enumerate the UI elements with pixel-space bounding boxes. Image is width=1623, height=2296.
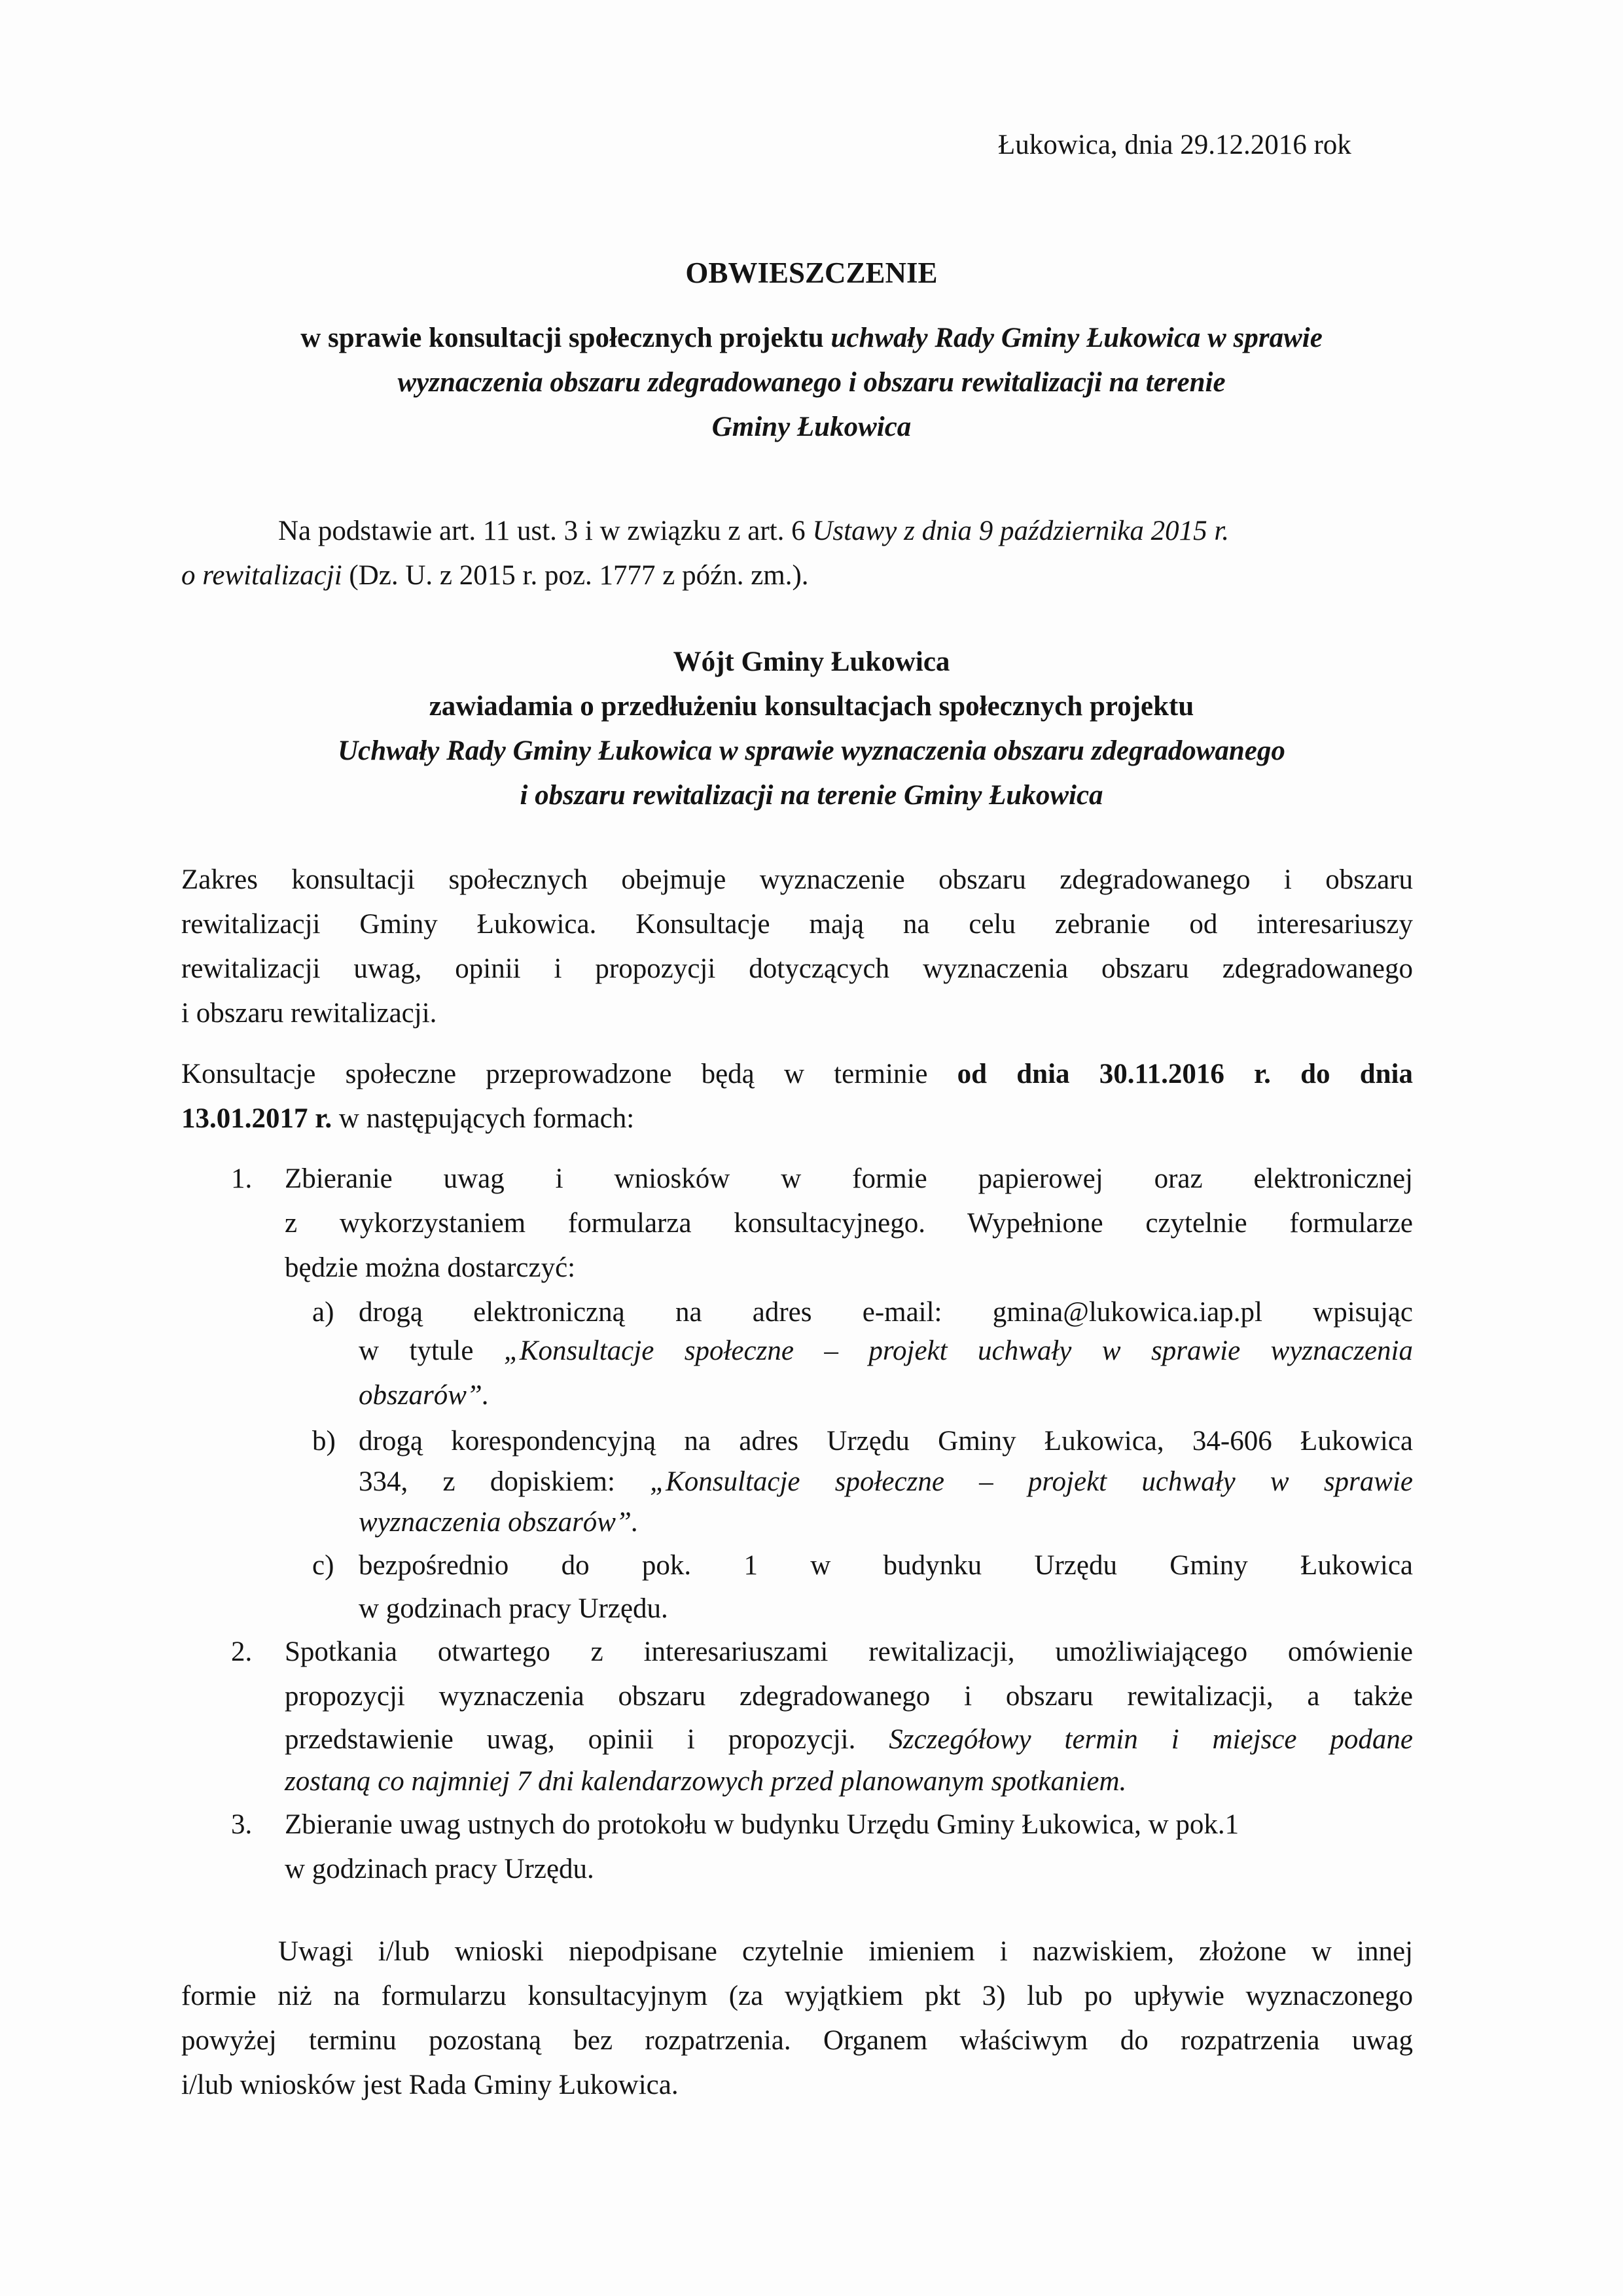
document-title: OBWIESZCZENIE bbox=[685, 256, 938, 289]
item-c-line-1: bezpośrednio do pok. 1 w budynku Urzędu Gminy Łukowica bbox=[359, 1550, 1413, 1581]
closing-line-3: powyżej terminu pozostaną bez rozpatrzenia. Organem właściwym do rozpatrzenia uwag bbox=[181, 2025, 1413, 2056]
item-a-title-text: „Konsultacje społeczne – projekt uchwały w sprawie wyznaczenia bbox=[503, 1335, 1413, 1366]
term-line-1 bbox=[181, 1053, 1413, 1095]
sublist-marker-c: c) bbox=[312, 1550, 334, 1581]
item-2-line-2: propozycji wyznaczenia obszaru zdegradowanego i obszaru rewitalizacji, a także bbox=[285, 1681, 1413, 1712]
term-end-date: 13.01.2017 r. bbox=[181, 1103, 332, 1134]
announce-line-2: zawiadamia o przedłużeniu konsultacjach społecznych projektu bbox=[429, 691, 1194, 722]
scope-line-4: i obszaru rewitalizacji. bbox=[181, 998, 437, 1029]
sublist-marker-a: a) bbox=[312, 1297, 334, 1328]
item-c-line-2: w godzinach pracy Urzędu. bbox=[359, 1593, 668, 1624]
legal-basis-act: Ustawy z dnia 9 października 2015 r. bbox=[812, 516, 1230, 546]
legal-basis-citation: (Dz. U. z 2015 r. poz. 1777 z późn. zm.). bbox=[342, 560, 809, 591]
legal-basis-text: Na podstawie art. 11 ust. 3 i w związku z art. 6 bbox=[278, 516, 813, 546]
item-1-line-2: z wykorzystaniem formularza konsultacyjnego. Wypełnione czytelnie formularze bbox=[285, 1208, 1413, 1239]
scope-line-3: rewitalizacji uwag, opinii i propozycji dotyczących wyznaczenia obszaru zdegradowanego bbox=[181, 953, 1413, 984]
item-b-address-number: 334, z dopiskiem: bbox=[359, 1466, 651, 1497]
term-text: Konsultacje społeczne przeprowadzone będą w terminie bbox=[181, 1059, 957, 1089]
item-a-line-1: drogą elektroniczną na adres e-mail: gmina@lukowica.iap.pl wpisując bbox=[359, 1297, 1413, 1328]
item-2-text: przedstawienie uwag, opinii i propozycji. bbox=[285, 1724, 889, 1755]
term-line-2 bbox=[181, 1098, 634, 1140]
item-b-line-3: wyznaczenia obszarów”. bbox=[359, 1507, 639, 1538]
item-3-line-1: Zbieranie uwag ustnych do protokołu w budynku Urzędu Gminy Łukowica, w pok.1 bbox=[285, 1809, 1240, 1840]
subject-bold-text: w sprawie konsultacji społecznych projektu bbox=[300, 323, 831, 353]
item-a-line-3: obszarów”. bbox=[359, 1380, 490, 1411]
list-marker-3: 3. bbox=[231, 1809, 253, 1840]
item-1-line-1: Zbieranie uwag i wniosków w formie papierowej oraz elektronicznej bbox=[285, 1163, 1413, 1194]
announce-line-3: Uchwały Rady Gminy Łukowica w sprawie wyznaczenia obszaru zdegradowanego bbox=[338, 735, 1285, 766]
place-date: Łukowica, dnia 29.12.2016 rok bbox=[998, 130, 1351, 160]
item-2-line-3 bbox=[285, 1719, 1413, 1761]
item-a-title-label: w tytule bbox=[359, 1335, 504, 1366]
subject-line-2: wyznaczenia obszaru zdegradowanego i obszaru rewitalizacji na terenie bbox=[397, 367, 1226, 398]
term-forms-text: w następujących formach: bbox=[332, 1103, 635, 1134]
item-3-line-2: w godzinach pracy Urzędu. bbox=[285, 1854, 594, 1884]
subject-line-3: Gminy Łukowica bbox=[711, 412, 912, 442]
term-date-range: od dnia 30.11.2016 r. do dnia bbox=[957, 1059, 1413, 1089]
item-1-line-3: będzie można dostarczyć: bbox=[285, 1252, 576, 1283]
closing-line-2: formie niż na formularzu konsultacyjnym (za wyjątkiem pkt 3) lub po upływie wyznaczonego bbox=[181, 1981, 1413, 2011]
list-marker-2: 2. bbox=[231, 1636, 253, 1667]
scope-line-1: Zakres konsultacji społecznych obejmuje wyznaczenie obszaru zdegradowanego i obszaru bbox=[181, 864, 1413, 895]
closing-line-4: i/lub wniosków jest Rada Gminy Łukowica. bbox=[181, 2070, 679, 2100]
subject-line-1 bbox=[0, 317, 1623, 359]
item-b-line-2 bbox=[359, 1461, 1413, 1503]
scope-line-2: rewitalizacji Gminy Łukowica. Konsultacje mają na celu zebranie od interesariuszy bbox=[181, 909, 1413, 940]
legal-basis-line-1 bbox=[278, 510, 1229, 552]
announce-line-4: i obszaru rewitalizacji na terenie Gminy Łukowica bbox=[520, 780, 1103, 811]
item-2-line-1: Spotkania otwartego z interesariuszami rewitalizacji, umożliwiającego omówienie bbox=[285, 1636, 1413, 1667]
item-a-line-2 bbox=[359, 1330, 1413, 1372]
subject-italic-text: uchwały Rady Gminy Łukowica w sprawie bbox=[830, 323, 1323, 353]
item-b-line-1: drogą korespondencyjną na adres Urzędu Gminy Łukowica, 34-606 Łukowica bbox=[359, 1426, 1413, 1457]
item-b-note-text: „Konsultacje społeczne – projekt uchwały w sprawie bbox=[650, 1466, 1413, 1497]
announce-line-1: Wójt Gminy Łukowica bbox=[673, 646, 950, 677]
legal-basis-line-2 bbox=[181, 555, 809, 597]
item-2-italic-text: Szczegółowy termin i miejsce podane bbox=[889, 1724, 1413, 1755]
closing-line-1: Uwagi i/lub wnioski niepodpisane czytelnie imieniem i nazwiskiem, złożone w innej bbox=[278, 1936, 1413, 1967]
item-2-line-4: zostaną co najmniej 7 dni kalendarzowych przed planowanym spotkaniem. bbox=[285, 1766, 1127, 1797]
sublist-marker-b: b) bbox=[312, 1426, 336, 1457]
list-marker-1: 1. bbox=[231, 1163, 253, 1194]
legal-basis-act-name: o rewitalizacji bbox=[181, 560, 342, 591]
